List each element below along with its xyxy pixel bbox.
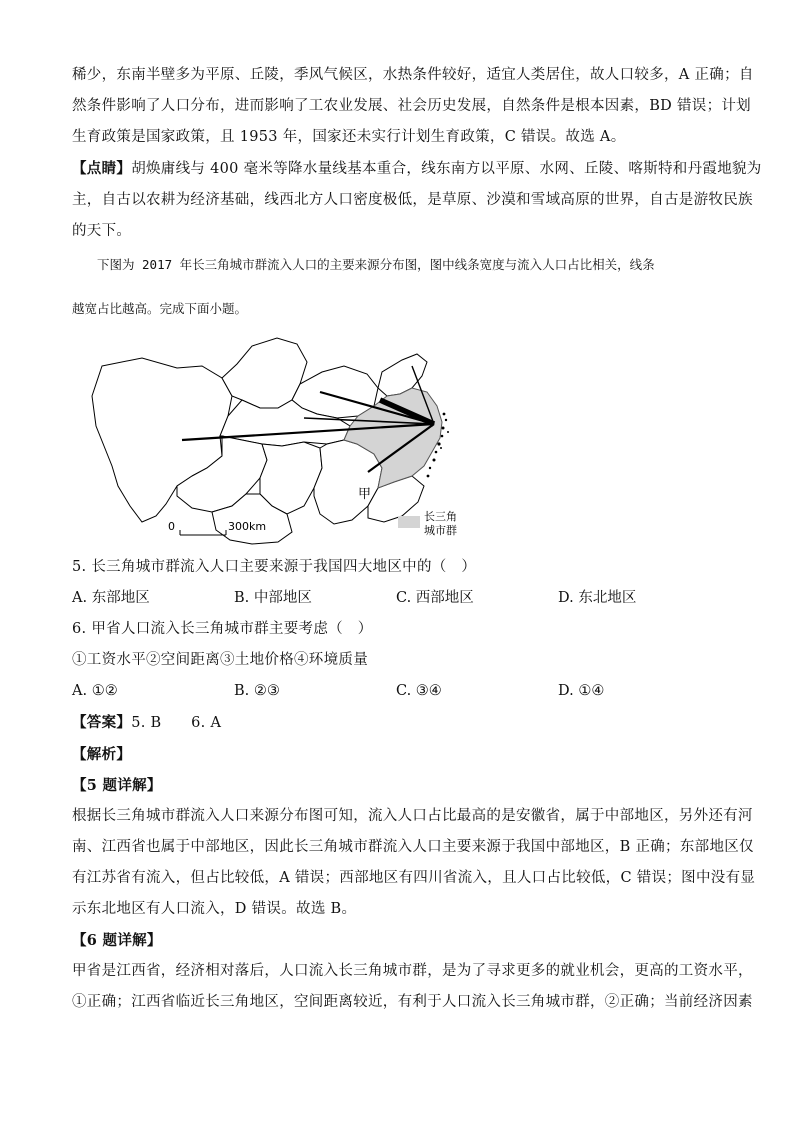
intro-line: 越宽占比越高。完成下面小题。 bbox=[72, 300, 248, 316]
answer-label: 【答案】 bbox=[72, 714, 132, 731]
question-5-options bbox=[72, 583, 722, 614]
detail-5-line: 有江苏省有流入，但占比较低，A 错误；西部地区有四川省流入，且人口占比较低，C 错误；图中没有显 bbox=[72, 870, 756, 886]
option: B. ②③ bbox=[234, 683, 280, 699]
option: C. 西部地区 bbox=[396, 590, 474, 606]
detail-5-label: 【5 题详解】 bbox=[72, 777, 162, 794]
question-6-options bbox=[72, 676, 722, 707]
question-6-items: ①工资水平②空间距离③土地价格④环境质量 bbox=[72, 652, 368, 668]
detail-6-label: 【6 题详解】 bbox=[72, 932, 162, 949]
legend-label: 长三角 bbox=[424, 510, 457, 523]
option: A. ①② bbox=[72, 683, 118, 699]
dianjing-text: 胡焕庸线与 400 毫米等降水量线基本重合，线东南方以平原、水网、丘陵、喀斯特和丹霞地貌为 bbox=[131, 161, 762, 177]
map-svg bbox=[82, 336, 482, 546]
label-jia: 甲 bbox=[358, 487, 372, 502]
document-page bbox=[72, 60, 762, 1018]
option: C. ③④ bbox=[396, 683, 442, 699]
legend-label: 城市群 bbox=[424, 524, 457, 537]
intro-line: 下图为 2017 年长三角城市群流入人口的主要来源分布图，图中线条宽度与流入人口占比相关，线条 bbox=[97, 257, 655, 272]
dianjing-label: 【点睛】 bbox=[72, 160, 132, 177]
dianjing-line bbox=[72, 153, 762, 185]
question-5-stem: 5. 长三角城市群流入人口主要来源于我国四大地区中的（ ） bbox=[72, 559, 477, 575]
dianjing-line: 主，自古以农耕为经济基础，线西北方人口密度极低，是草原、沙漠和雪域高原的世界，自古是游牧民族 bbox=[72, 192, 753, 208]
detail-5-line: 根据长三角城市群流入人口来源分布图可知，流入人口占比最高的是安徽省，属于中部地区，另外还有河 bbox=[72, 808, 753, 824]
detail-6-line: ①正确；江西省临近长三角地区，空间距离较近，有利于人口流入长三角城市群，②正确；当前经济因素 bbox=[72, 994, 753, 1010]
option: D. ①④ bbox=[558, 683, 605, 699]
legend-swatch bbox=[398, 516, 420, 528]
scale-zero: 0 bbox=[168, 520, 175, 533]
option: A. 东部地区 bbox=[72, 590, 150, 606]
detail-5-line: 示东北地区有人口流入，D 错误。故选 B。 bbox=[72, 901, 357, 917]
question-6-stem: 6. 甲省人口流入长三角城市群主要考虑（ ） bbox=[72, 621, 373, 637]
detail-5-line: 南、江西省也属于中部地区，因此长三角城市群流入人口主要来源于我国中部地区，B 正确；东部地区仅 bbox=[72, 839, 754, 855]
answer-text: 5. B 6. A bbox=[131, 715, 222, 731]
dianjing-line: 的天下。 bbox=[72, 223, 132, 239]
option: D. 东北地区 bbox=[558, 590, 637, 606]
scale-text: 300km bbox=[228, 520, 267, 533]
para-line: 生育政策是国家政策，且 1953 年，国家还未实行计划生育政策，C 错误。故选 A。 bbox=[72, 129, 626, 145]
population-flow-map bbox=[82, 336, 482, 546]
para-line: 然条件影响了人口分布，进而影响了工农业发展、社会历史发展，自然条件是根本因素，BD 错误；计划 bbox=[72, 98, 751, 114]
detail-6-line: 甲省是江西省，经济相对落后，人口流入长三角城市群，是为了寻求更多的就业机会，更高的工资水平， bbox=[72, 963, 753, 979]
answer-line bbox=[72, 707, 722, 739]
option: B. 中部地区 bbox=[234, 590, 312, 606]
para-line: 稀少，东南半壁多为平原、丘陵，季风气候区，水热条件较好，适宜人类居住，故人口较多，A 正确；自 bbox=[72, 67, 754, 83]
jiexi-label: 【解析】 bbox=[72, 746, 132, 763]
